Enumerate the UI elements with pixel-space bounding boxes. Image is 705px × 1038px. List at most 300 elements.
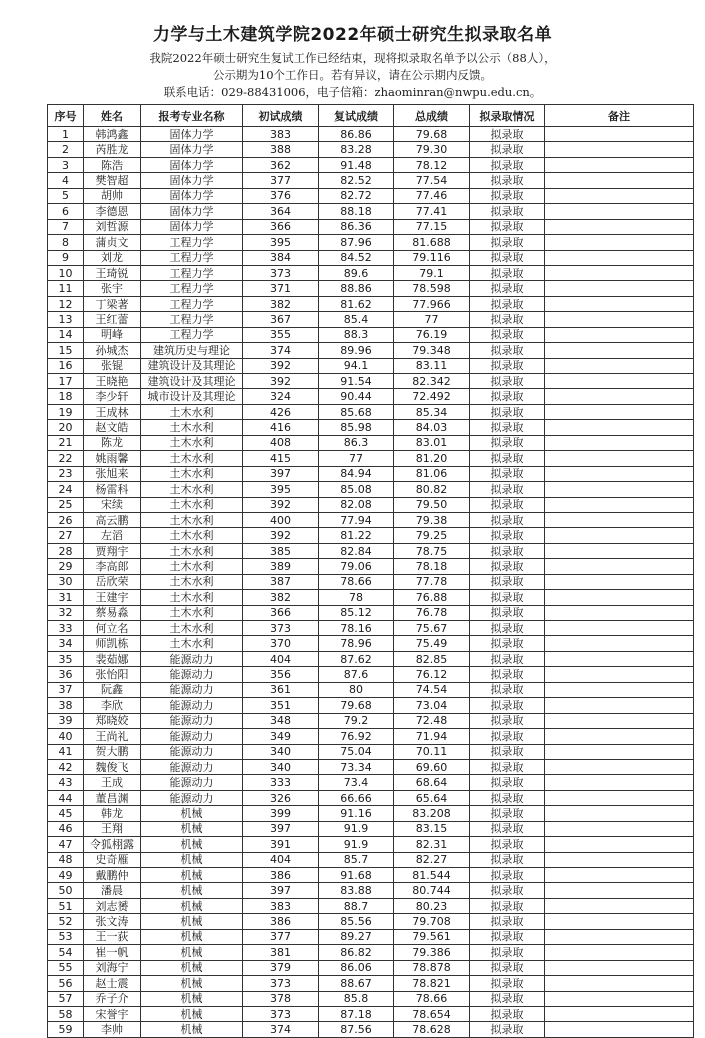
cell-admission-status: 拟录取 — [470, 574, 545, 589]
cell-name: 李帅 — [84, 1022, 141, 1037]
table-body — [48, 127, 694, 1038]
cell-initial-score: 395 — [243, 235, 319, 250]
cell-retest-score: 78.96 — [319, 636, 394, 651]
cell-name: 王建宇 — [84, 590, 141, 605]
cell-major: 能源动力 — [141, 651, 243, 666]
cell-name: 史奇雁 — [84, 852, 141, 867]
cell-index: 48 — [48, 852, 84, 867]
table-row — [48, 482, 694, 497]
header-retest-score: 复试成绩 — [319, 105, 394, 127]
cell-remarks — [545, 1006, 694, 1021]
cell-initial-score: 381 — [243, 945, 319, 960]
cell-admission-status: 拟录取 — [470, 343, 545, 358]
cell-major: 能源动力 — [141, 698, 243, 713]
cell-admission-status: 拟录取 — [470, 667, 545, 682]
cell-index: 1 — [48, 127, 84, 142]
cell-name: 王一荻 — [84, 929, 141, 944]
cell-initial-score: 367 — [243, 312, 319, 327]
table-row — [48, 852, 694, 867]
cell-name: 阮鑫 — [84, 682, 141, 697]
table-row — [48, 744, 694, 759]
cell-total-score: 76.78 — [394, 605, 470, 620]
cell-name: 李高郎 — [84, 559, 141, 574]
cell-remarks — [545, 976, 694, 991]
cell-major: 机械 — [141, 1022, 243, 1037]
table-row — [48, 759, 694, 774]
cell-remarks — [545, 868, 694, 883]
cell-remarks — [545, 173, 694, 188]
cell-initial-score: 386 — [243, 914, 319, 929]
cell-retest-score: 82.08 — [319, 497, 394, 512]
cell-name: 陈龙 — [84, 435, 141, 450]
cell-total-score: 78.66 — [394, 991, 470, 1006]
cell-name: 戴鹏仲 — [84, 868, 141, 883]
cell-admission-status: 拟录取 — [470, 590, 545, 605]
cell-retest-score: 84.52 — [319, 250, 394, 265]
cell-remarks — [545, 543, 694, 558]
cell-major: 固体力学 — [141, 157, 243, 172]
cell-total-score: 77.966 — [394, 296, 470, 311]
cell-index: 44 — [48, 790, 84, 805]
cell-retest-score: 84.94 — [319, 466, 394, 481]
cell-total-score: 78.821 — [394, 976, 470, 991]
cell-initial-score: 377 — [243, 173, 319, 188]
cell-total-score: 79.25 — [394, 528, 470, 543]
cell-admission-status: 拟录取 — [470, 790, 545, 805]
header-name: 姓名 — [84, 105, 141, 127]
cell-retest-score: 86.82 — [319, 945, 394, 960]
cell-total-score: 75.49 — [394, 636, 470, 651]
cell-initial-score: 324 — [243, 389, 319, 404]
cell-major: 能源动力 — [141, 759, 243, 774]
cell-retest-score: 81.62 — [319, 296, 394, 311]
cell-name: 刘志赟 — [84, 898, 141, 913]
cell-retest-score: 85.56 — [319, 914, 394, 929]
table-row — [48, 142, 694, 157]
cell-total-score: 72.492 — [394, 389, 470, 404]
table-row — [48, 590, 694, 605]
cell-admission-status: 拟录取 — [470, 759, 545, 774]
table-row — [48, 420, 694, 435]
cell-major: 固体力学 — [141, 219, 243, 234]
table-row — [48, 651, 694, 666]
cell-major: 土木水利 — [141, 574, 243, 589]
cell-initial-score: 386 — [243, 868, 319, 883]
header-remarks: 备注 — [545, 105, 694, 127]
cell-index: 57 — [48, 991, 84, 1006]
cell-admission-status: 拟录取 — [470, 651, 545, 666]
cell-total-score: 79.38 — [394, 512, 470, 527]
table-row — [48, 1006, 694, 1021]
cell-name: 高云鹏 — [84, 512, 141, 527]
cell-total-score: 78.18 — [394, 559, 470, 574]
cell-index: 32 — [48, 605, 84, 620]
cell-retest-score: 75.04 — [319, 744, 394, 759]
cell-major: 固体力学 — [141, 173, 243, 188]
cell-retest-score: 79.68 — [319, 698, 394, 713]
cell-remarks — [545, 590, 694, 605]
cell-total-score: 81.544 — [394, 868, 470, 883]
cell-admission-status: 拟录取 — [470, 466, 545, 481]
cell-admission-status: 拟录取 — [470, 142, 545, 157]
cell-remarks — [545, 852, 694, 867]
cell-index: 54 — [48, 945, 84, 960]
cell-remarks — [545, 667, 694, 682]
cell-admission-status: 拟录取 — [470, 898, 545, 913]
cell-initial-score: 383 — [243, 127, 319, 142]
cell-remarks — [545, 204, 694, 219]
cell-admission-status: 拟录取 — [470, 775, 545, 790]
cell-retest-score: 87.96 — [319, 235, 394, 250]
table-row — [48, 559, 694, 574]
cell-major: 工程力学 — [141, 265, 243, 280]
cell-retest-score: 87.6 — [319, 667, 394, 682]
cell-initial-score: 387 — [243, 574, 319, 589]
cell-major: 机械 — [141, 914, 243, 929]
cell-admission-status: 拟录取 — [470, 821, 545, 836]
cell-initial-score: 392 — [243, 497, 319, 512]
cell-index: 24 — [48, 482, 84, 497]
header-major: 报考专业名称 — [141, 105, 243, 127]
cell-retest-score: 85.68 — [319, 404, 394, 419]
cell-initial-score: 388 — [243, 142, 319, 157]
cell-total-score: 80.82 — [394, 482, 470, 497]
cell-major: 工程力学 — [141, 281, 243, 296]
cell-total-score: 82.342 — [394, 374, 470, 389]
cell-initial-score: 395 — [243, 482, 319, 497]
cell-index: 15 — [48, 343, 84, 358]
cell-major: 固体力学 — [141, 204, 243, 219]
cell-index: 8 — [48, 235, 84, 250]
cell-index: 28 — [48, 543, 84, 558]
cell-index: 38 — [48, 698, 84, 713]
cell-name: 芮胜龙 — [84, 142, 141, 157]
table-row — [48, 296, 694, 311]
cell-index: 45 — [48, 806, 84, 821]
cell-major: 土木水利 — [141, 435, 243, 450]
cell-initial-score: 389 — [243, 559, 319, 574]
cell-major: 机械 — [141, 837, 243, 852]
cell-admission-status: 拟录取 — [470, 605, 545, 620]
cell-total-score: 72.48 — [394, 713, 470, 728]
cell-total-score: 76.88 — [394, 590, 470, 605]
cell-initial-score: 374 — [243, 1022, 319, 1037]
cell-remarks — [545, 281, 694, 296]
cell-admission-status: 拟录取 — [470, 265, 545, 280]
cell-remarks — [545, 698, 694, 713]
cell-initial-score: 392 — [243, 528, 319, 543]
cell-name: 贺大鹏 — [84, 744, 141, 759]
cell-name: 张宇 — [84, 281, 141, 296]
cell-index: 50 — [48, 883, 84, 898]
header-admission-status: 拟录取情况 — [470, 105, 545, 127]
cell-total-score: 79.386 — [394, 945, 470, 960]
cell-index: 39 — [48, 713, 84, 728]
cell-name: 孙城杰 — [84, 343, 141, 358]
cell-initial-score: 392 — [243, 358, 319, 373]
cell-initial-score: 333 — [243, 775, 319, 790]
table-row — [48, 868, 694, 883]
cell-initial-score: 392 — [243, 374, 319, 389]
cell-total-score: 78.75 — [394, 543, 470, 558]
table-row — [48, 775, 694, 790]
cell-admission-status: 拟录取 — [470, 914, 545, 929]
cell-major: 土木水利 — [141, 636, 243, 651]
cell-name: 张旭来 — [84, 466, 141, 481]
cell-name: 李少轩 — [84, 389, 141, 404]
cell-initial-score: 382 — [243, 590, 319, 605]
cell-retest-score: 87.56 — [319, 1022, 394, 1037]
table-row — [48, 451, 694, 466]
cell-retest-score: 85.8 — [319, 991, 394, 1006]
cell-initial-score: 373 — [243, 621, 319, 636]
cell-major: 土木水利 — [141, 543, 243, 558]
cell-admission-status: 拟录取 — [470, 157, 545, 172]
cell-admission-status: 拟录取 — [470, 250, 545, 265]
cell-initial-score: 371 — [243, 281, 319, 296]
cell-admission-status: 拟录取 — [470, 312, 545, 327]
header-initial-score: 初试成绩 — [243, 105, 319, 127]
cell-major: 固体力学 — [141, 188, 243, 203]
cell-name: 王晓艳 — [84, 374, 141, 389]
table-row — [48, 713, 694, 728]
cell-retest-score: 82.52 — [319, 173, 394, 188]
table-row — [48, 991, 694, 1006]
cell-remarks — [545, 343, 694, 358]
cell-major: 土木水利 — [141, 451, 243, 466]
table-row — [48, 1022, 694, 1037]
cell-index: 22 — [48, 451, 84, 466]
table-row — [48, 528, 694, 543]
cell-admission-status: 拟录取 — [470, 173, 545, 188]
cell-initial-score: 426 — [243, 404, 319, 419]
cell-remarks — [545, 466, 694, 481]
cell-retest-score: 87.62 — [319, 651, 394, 666]
cell-retest-score: 78.16 — [319, 621, 394, 636]
cell-name: 裴茹娜 — [84, 651, 141, 666]
cell-total-score: 65.64 — [394, 790, 470, 805]
cell-admission-status: 拟录取 — [470, 296, 545, 311]
cell-initial-score: 351 — [243, 698, 319, 713]
cell-total-score: 77.15 — [394, 219, 470, 234]
cell-admission-status: 拟录取 — [470, 435, 545, 450]
cell-remarks — [545, 420, 694, 435]
cell-retest-score: 86.3 — [319, 435, 394, 450]
cell-name: 刘哲源 — [84, 219, 141, 234]
cell-remarks — [545, 898, 694, 913]
cell-admission-status: 拟录取 — [470, 543, 545, 558]
cell-retest-score: 94.1 — [319, 358, 394, 373]
cell-major: 土木水利 — [141, 605, 243, 620]
cell-name: 李德恩 — [84, 204, 141, 219]
cell-total-score: 85.34 — [394, 404, 470, 419]
cell-index: 58 — [48, 1006, 84, 1021]
cell-total-score: 76.12 — [394, 667, 470, 682]
cell-remarks — [545, 497, 694, 512]
cell-retest-score: 91.48 — [319, 157, 394, 172]
table-header-row — [48, 105, 694, 127]
cell-name: 陈浩 — [84, 157, 141, 172]
cell-index: 7 — [48, 219, 84, 234]
cell-name: 姚雨馨 — [84, 451, 141, 466]
table-row — [48, 281, 694, 296]
cell-name: 贾翔宇 — [84, 543, 141, 558]
cell-remarks — [545, 512, 694, 527]
cell-total-score: 79.348 — [394, 343, 470, 358]
cell-initial-score: 415 — [243, 451, 319, 466]
cell-total-score: 79.561 — [394, 929, 470, 944]
notice-line-3: 联系电话：029-88431006，电子信箱：zhaominran@nwpu.edu.cn。 — [163, 85, 542, 99]
cell-index: 31 — [48, 590, 84, 605]
cell-name: 王红蕾 — [84, 312, 141, 327]
cell-retest-score: 85.12 — [319, 605, 394, 620]
table-row — [48, 435, 694, 450]
cell-initial-score: 397 — [243, 466, 319, 481]
cell-admission-status: 拟录取 — [470, 744, 545, 759]
cell-major: 机械 — [141, 991, 243, 1006]
cell-index: 5 — [48, 188, 84, 203]
table-row — [48, 883, 694, 898]
cell-index: 9 — [48, 250, 84, 265]
cell-name: 刘龙 — [84, 250, 141, 265]
cell-remarks — [545, 265, 694, 280]
cell-index: 51 — [48, 898, 84, 913]
cell-retest-score: 79.2 — [319, 713, 394, 728]
cell-index: 56 — [48, 976, 84, 991]
header-total-score: 总成绩 — [394, 105, 470, 127]
cell-initial-score: 366 — [243, 219, 319, 234]
cell-remarks — [545, 389, 694, 404]
cell-major: 机械 — [141, 868, 243, 883]
table-row — [48, 898, 694, 913]
cell-major: 机械 — [141, 898, 243, 913]
cell-initial-score: 378 — [243, 991, 319, 1006]
cell-retest-score: 77 — [319, 451, 394, 466]
notice-line-1: 我院2022年硕士研究生复试工作已经结束，现将拟录取名单予以公示（88人）， — [149, 51, 556, 65]
cell-initial-score: 404 — [243, 651, 319, 666]
cell-initial-score: 370 — [243, 636, 319, 651]
cell-name: 王翔 — [84, 821, 141, 836]
table-row — [48, 512, 694, 527]
cell-retest-score: 91.54 — [319, 374, 394, 389]
cell-remarks — [545, 806, 694, 821]
cell-total-score: 82.31 — [394, 837, 470, 852]
cell-retest-score: 80 — [319, 682, 394, 697]
cell-index: 2 — [48, 142, 84, 157]
cell-initial-score: 376 — [243, 188, 319, 203]
cell-index: 49 — [48, 868, 84, 883]
cell-major: 工程力学 — [141, 250, 243, 265]
cell-remarks — [545, 713, 694, 728]
cell-major: 城市设计及其理论 — [141, 389, 243, 404]
cell-remarks — [545, 914, 694, 929]
cell-remarks — [545, 605, 694, 620]
cell-name: 刘海宁 — [84, 960, 141, 975]
cell-admission-status: 拟录取 — [470, 991, 545, 1006]
cell-index: 21 — [48, 435, 84, 450]
cell-retest-score: 66.66 — [319, 790, 394, 805]
table-row — [48, 821, 694, 836]
cell-index: 16 — [48, 358, 84, 373]
cell-retest-score: 85.08 — [319, 482, 394, 497]
cell-major: 机械 — [141, 852, 243, 867]
cell-initial-score: 397 — [243, 883, 319, 898]
cell-initial-score: 348 — [243, 713, 319, 728]
cell-remarks — [545, 528, 694, 543]
cell-name: 令狐栩露 — [84, 837, 141, 852]
cell-name: 董昌渊 — [84, 790, 141, 805]
cell-index: 59 — [48, 1022, 84, 1037]
cell-remarks — [545, 482, 694, 497]
cell-index: 52 — [48, 914, 84, 929]
cell-total-score: 81.688 — [394, 235, 470, 250]
table-row — [48, 667, 694, 682]
cell-total-score: 81.20 — [394, 451, 470, 466]
cell-admission-status: 拟录取 — [470, 945, 545, 960]
cell-total-score: 74.54 — [394, 682, 470, 697]
table-row — [48, 574, 694, 589]
cell-remarks — [545, 729, 694, 744]
cell-index: 4 — [48, 173, 84, 188]
cell-name: 郑晓姣 — [84, 713, 141, 728]
cell-remarks — [545, 358, 694, 373]
cell-name: 蒲贞文 — [84, 235, 141, 250]
cell-total-score: 73.04 — [394, 698, 470, 713]
cell-retest-score: 82.72 — [319, 188, 394, 203]
table-row — [48, 543, 694, 558]
cell-name: 张锟 — [84, 358, 141, 373]
cell-total-score: 79.1 — [394, 265, 470, 280]
cell-admission-status: 拟录取 — [470, 837, 545, 852]
cell-admission-status: 拟录取 — [470, 235, 545, 250]
cell-admission-status: 拟录取 — [470, 1006, 545, 1021]
cell-total-score: 78.654 — [394, 1006, 470, 1021]
cell-retest-score: 77.94 — [319, 512, 394, 527]
cell-initial-score: 379 — [243, 960, 319, 975]
cell-major: 工程力学 — [141, 296, 243, 311]
cell-name: 王成林 — [84, 404, 141, 419]
cell-retest-score: 91.9 — [319, 837, 394, 852]
cell-major: 土木水利 — [141, 420, 243, 435]
cell-major: 土木水利 — [141, 512, 243, 527]
cell-index: 53 — [48, 929, 84, 944]
cell-remarks — [545, 945, 694, 960]
cell-retest-score: 85.4 — [319, 312, 394, 327]
table-row — [48, 157, 694, 172]
cell-retest-score: 81.22 — [319, 528, 394, 543]
cell-retest-score: 88.18 — [319, 204, 394, 219]
cell-name: 丁梁著 — [84, 296, 141, 311]
cell-total-score: 77.78 — [394, 574, 470, 589]
table-row — [48, 636, 694, 651]
cell-index: 20 — [48, 420, 84, 435]
table-row — [48, 358, 694, 373]
cell-name: 张怡阳 — [84, 667, 141, 682]
cell-retest-score: 79.06 — [319, 559, 394, 574]
cell-initial-score: 373 — [243, 976, 319, 991]
cell-total-score: 78.878 — [394, 960, 470, 975]
table-row — [48, 621, 694, 636]
cell-remarks — [545, 682, 694, 697]
cell-remarks — [545, 404, 694, 419]
cell-remarks — [545, 621, 694, 636]
cell-remarks — [545, 574, 694, 589]
cell-admission-status: 拟录取 — [470, 358, 545, 373]
cell-admission-status: 拟录取 — [470, 204, 545, 219]
cell-initial-score: 397 — [243, 821, 319, 836]
cell-total-score: 79.50 — [394, 497, 470, 512]
cell-retest-score: 85.7 — [319, 852, 394, 867]
